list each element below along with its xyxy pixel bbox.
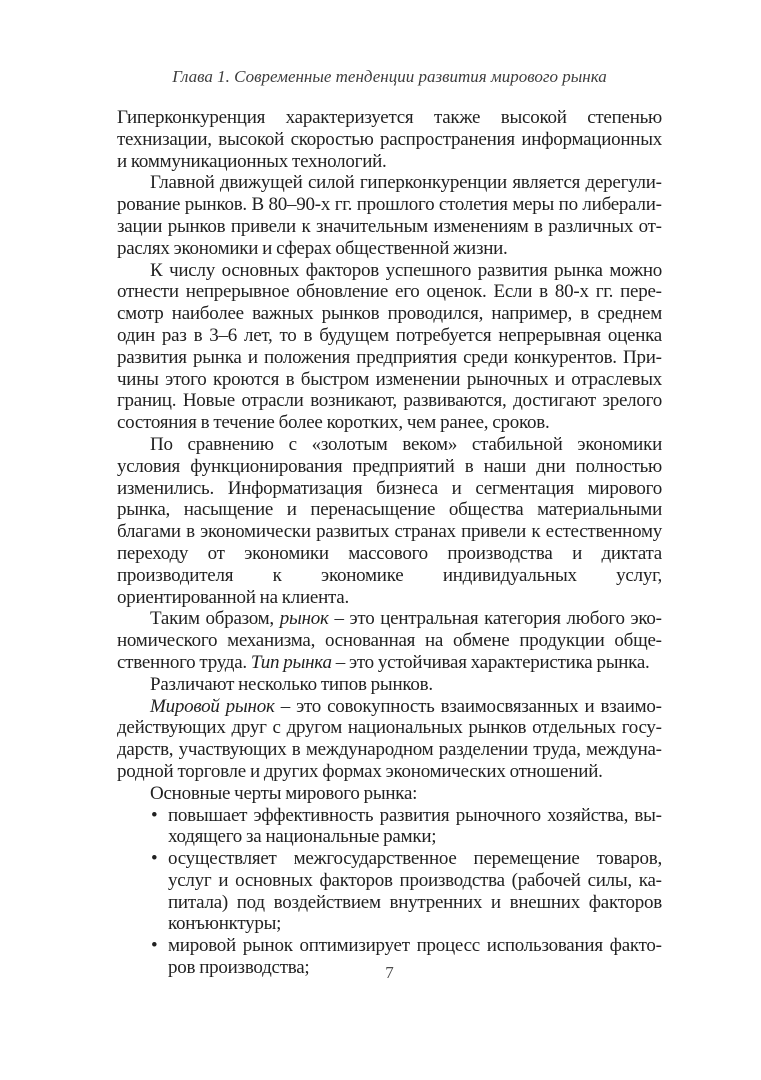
paragraph: [117, 434, 662, 608]
text-run: К числу основных факторов успешного развития рынка можно отнести непрерывное обновление его оценок. Если в 80-х гг. пересмотр наиболее важных рынков проводился, например, в среднем один раз в 3–6 лет, то в будущем потребуется непрерывная оценка развития рынка и положения предприятия среди конкурентов. Причины этого кроются в быстром изменении рыночных и отраслевых границ. Новые отрасли возникают, развиваются, достигают зрелого состояния в течение более коротких, чем ранее, сроков.: [117, 259, 662, 434]
term-italic: Мировой рынок: [150, 695, 275, 717]
paragraph: [117, 608, 662, 673]
text-run: – это центральная категория любого экономического механизма, основанная на обмене продукции общественного труда.: [117, 608, 662, 673]
text-run: Главной движущей силой гиперконкуренции является дерегулирование рынков. В 80–90-х гг. прошлого столетия меры по либерализации рынков привели к значительным изменениям в различных отраслях экономики и сферах общественной жизни.: [117, 172, 662, 259]
paragraph: [117, 674, 662, 696]
text-run: – это совокупность взаимосвязанных и взаимодействующих друг с другом национальных рынков отдельных государств, участвующих в международном разделении труда, международной торговле и других формах экономических отношений.: [117, 695, 662, 782]
bullet-marker: •: [151, 804, 158, 826]
text-run: По сравнению с «золотым веком» стабильной экономики условия функционирования предприятий в наши дни полностью изменились. Информатизация бизнеса и сегментация мирового рынка, насыщение и перенасыщение общества материальными благами в экономически развитых странах привели к естественному переходу от экономики массового производства и диктата производителя к экономике индивидуальных услуг, ориентированной на клиента.: [117, 433, 662, 608]
paragraph: [117, 260, 662, 434]
term-italic: Тип рынка: [250, 651, 332, 673]
paragraph: [117, 783, 662, 805]
list-item-text: мировой рынок оптимизирует процесс использования факторов производства;: [168, 935, 662, 979]
text-run: Различают несколько типов рынков.: [150, 673, 433, 695]
page-number: 7: [385, 963, 394, 982]
term-italic: рынок: [279, 608, 329, 630]
text-run: Гиперконкуренция характеризуется также высокой степенью технизации, высокой скоростью распространения информационных и коммуникационных технологий.: [117, 107, 662, 172]
bullet-list: [117, 805, 662, 979]
chapter-running-head: Глава 1. Современные тенденции развития мирового рынка: [172, 67, 607, 86]
paragraphs-container: [117, 107, 662, 805]
paragraph: [117, 107, 662, 172]
paragraph: [117, 696, 662, 783]
list-item-text: повышает эффективность развития рыночного хозяйства, выходящего за национальные рамки;: [168, 804, 662, 848]
paragraph: [117, 172, 662, 259]
bullet-marker: •: [151, 848, 158, 870]
text-run: Основные черты мирового рынка:: [150, 782, 418, 804]
list-item: [117, 805, 662, 849]
text-run: Таким образом,: [150, 608, 280, 630]
list-item: [117, 848, 662, 935]
list-item-text: осуществляет межгосударственное перемещение товаров, услуг и основных факторов производства (рабочей силы, капитала) под воздействием внутренних и внешних факторов конъюнктуры;: [168, 848, 662, 935]
bullet-marker: •: [151, 935, 158, 957]
text-run: – это устойчивая характеристика рынка.: [331, 651, 650, 673]
text-column: [117, 107, 662, 979]
